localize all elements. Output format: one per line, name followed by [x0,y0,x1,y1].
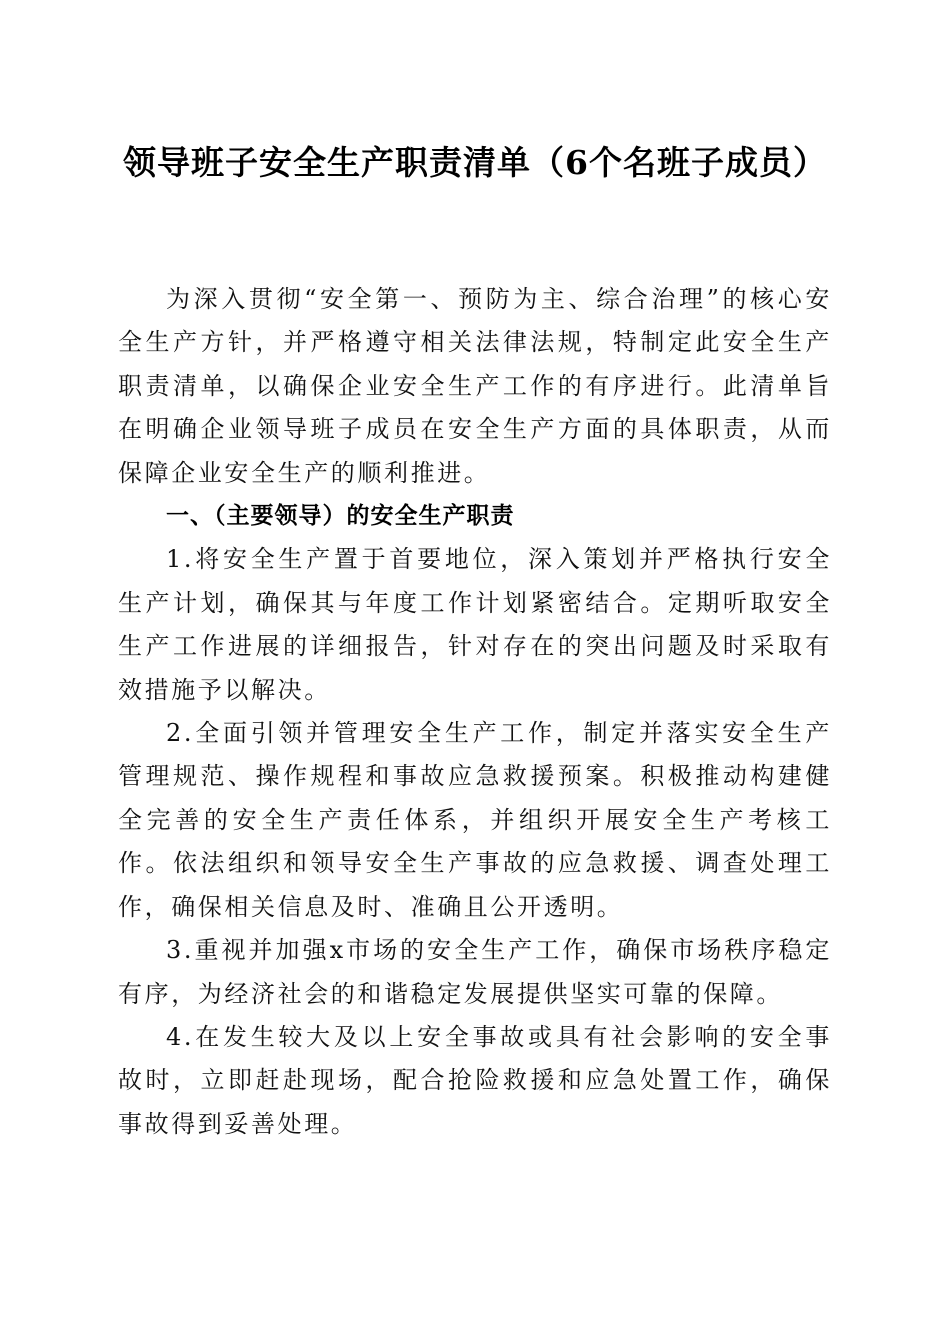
duty-item-2: 2.全面引领并管理安全生产工作，制定并落实安全生产管理规范、操作规程和事故应急救援预案。积极推动构建健全完善的安全生产责任体系，并组织开展安全生产考核工作。依法组织和领导安全生产事故的应急救援、调查处理工作，确保相关信息及时、准确且公开透明。 [118,719,832,921]
duty-item-4: 4.在发生较大及以上安全事故或具有社会影响的安全事故时，立即赶赴现场，配合抢险救援和应急处置工作，确保事故得到妥善处理。 [118,1022,832,1138]
document-title: 领导班子安全生产职责清单（6个名班子成员） [123,143,827,182]
intro-paragraph: 为深入贯彻“安全第一、预防为主、综合治理”的核心安全生产方针，并严格遵守相关法律法规，特制定此安全生产职责清单，以确保企业安全生产工作的有序进行。此清单旨在明确企业领导班子成员在安全生产方面的具体职责，从而保障企业安全生产的顺利推进。 [118,285,832,487]
section-heading-main-leader: 一、（主要领导）的安全生产职责 [166,503,515,530]
duty-item-1: 1.将安全生产置于首要地位，深入策划并严格执行安全生产计划，确保其与年度工作计划紧密结合。定期听取安全生产工作进展的详细报告，针对存在的突出问题及时采取有效措施予以解决。 [118,545,832,704]
duty-item-3: 3.重视并加强x市场的安全生产工作，确保市场秩序稳定有序，为经济社会的和谐稳定发展提供坚实可靠的保障。 [118,936,832,1008]
document-body [118,278,832,1146]
